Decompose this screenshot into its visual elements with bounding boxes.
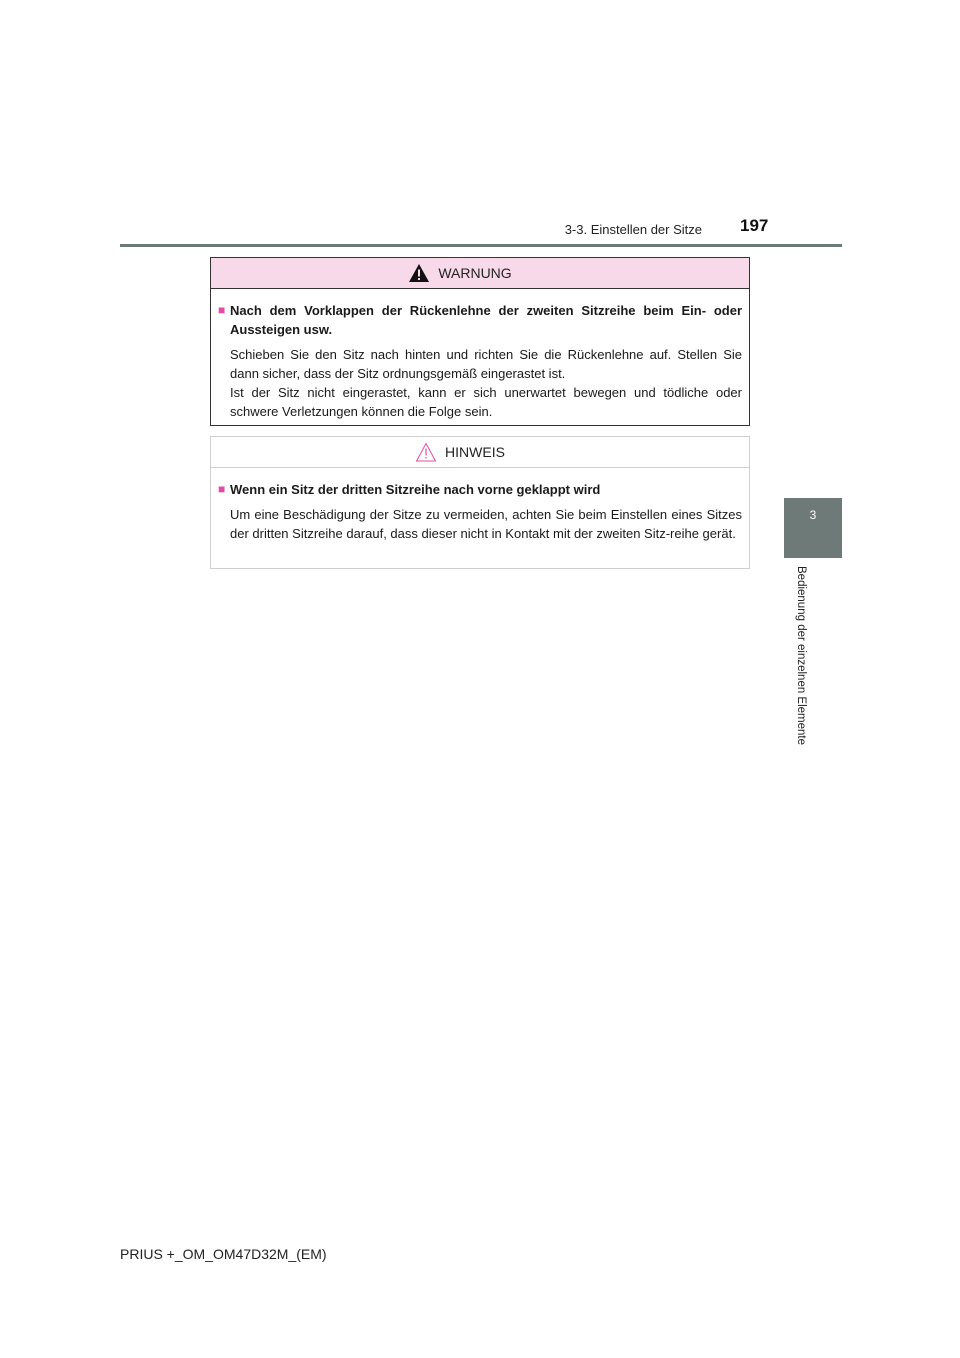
- warning-item-title-text: Nach dem Vorklappen der Rückenlehne der zweiten Sitzreihe beim Ein- oder Aussteigen usw.: [230, 303, 742, 337]
- warning-paragraph-2: Ist der Sitz nicht eingerastet, kann er sich unerwartet bewegen und tödliche oder schwere Verletzungen können die Folge sein.: [230, 385, 742, 419]
- notice-box: [210, 436, 750, 569]
- warning-content: [211, 289, 749, 421]
- section-title: 3-3. Einstellen der Sitze: [564, 222, 702, 237]
- warning-item-title: [218, 301, 742, 339]
- warning-paragraph-1: Schieben Sie den Sitz nach hinten und richten Sie die Rückenlehne auf. Stellen Sie dann sicher, dass der Sitz ordnungsgemäß eingerastet ist.: [230, 347, 742, 381]
- warning-title: WARNUNG: [438, 265, 512, 281]
- warning-box: [210, 257, 750, 426]
- page-number: 197: [740, 216, 769, 235]
- warning-triangle-outline-icon: [415, 442, 437, 462]
- square-bullet-icon: ■: [218, 303, 226, 317]
- square-bullet-icon: ■: [218, 482, 226, 496]
- notice-header: [211, 437, 749, 468]
- notice-content: [211, 468, 749, 543]
- warning-header: [211, 258, 749, 289]
- notice-item-title-text: Wenn ein Sitz der dritten Sitzreihe nach vorne geklappt wird: [230, 482, 601, 497]
- notice-item-title: [218, 480, 742, 499]
- document-code: PRIUS +_OM_OM47D32M_(EM): [120, 1246, 327, 1262]
- header-divider: [120, 244, 842, 247]
- chapter-number: 3: [809, 508, 817, 522]
- notice-title: HINWEIS: [445, 444, 505, 460]
- notice-paragraph-1: Um eine Beschädigung der Sitze zu vermeiden, achten Sie beim Einstellen eines Sitzes der dritten Sitzreihe darauf, dass dieser nicht in Kontakt mit der zweiten Sitz-reihe gerät.: [230, 507, 742, 541]
- chapter-label: Bedienung der einzelnen Elemente: [795, 566, 807, 746]
- chapter-tab: [784, 498, 842, 558]
- warning-triangle-filled-icon: [408, 263, 430, 283]
